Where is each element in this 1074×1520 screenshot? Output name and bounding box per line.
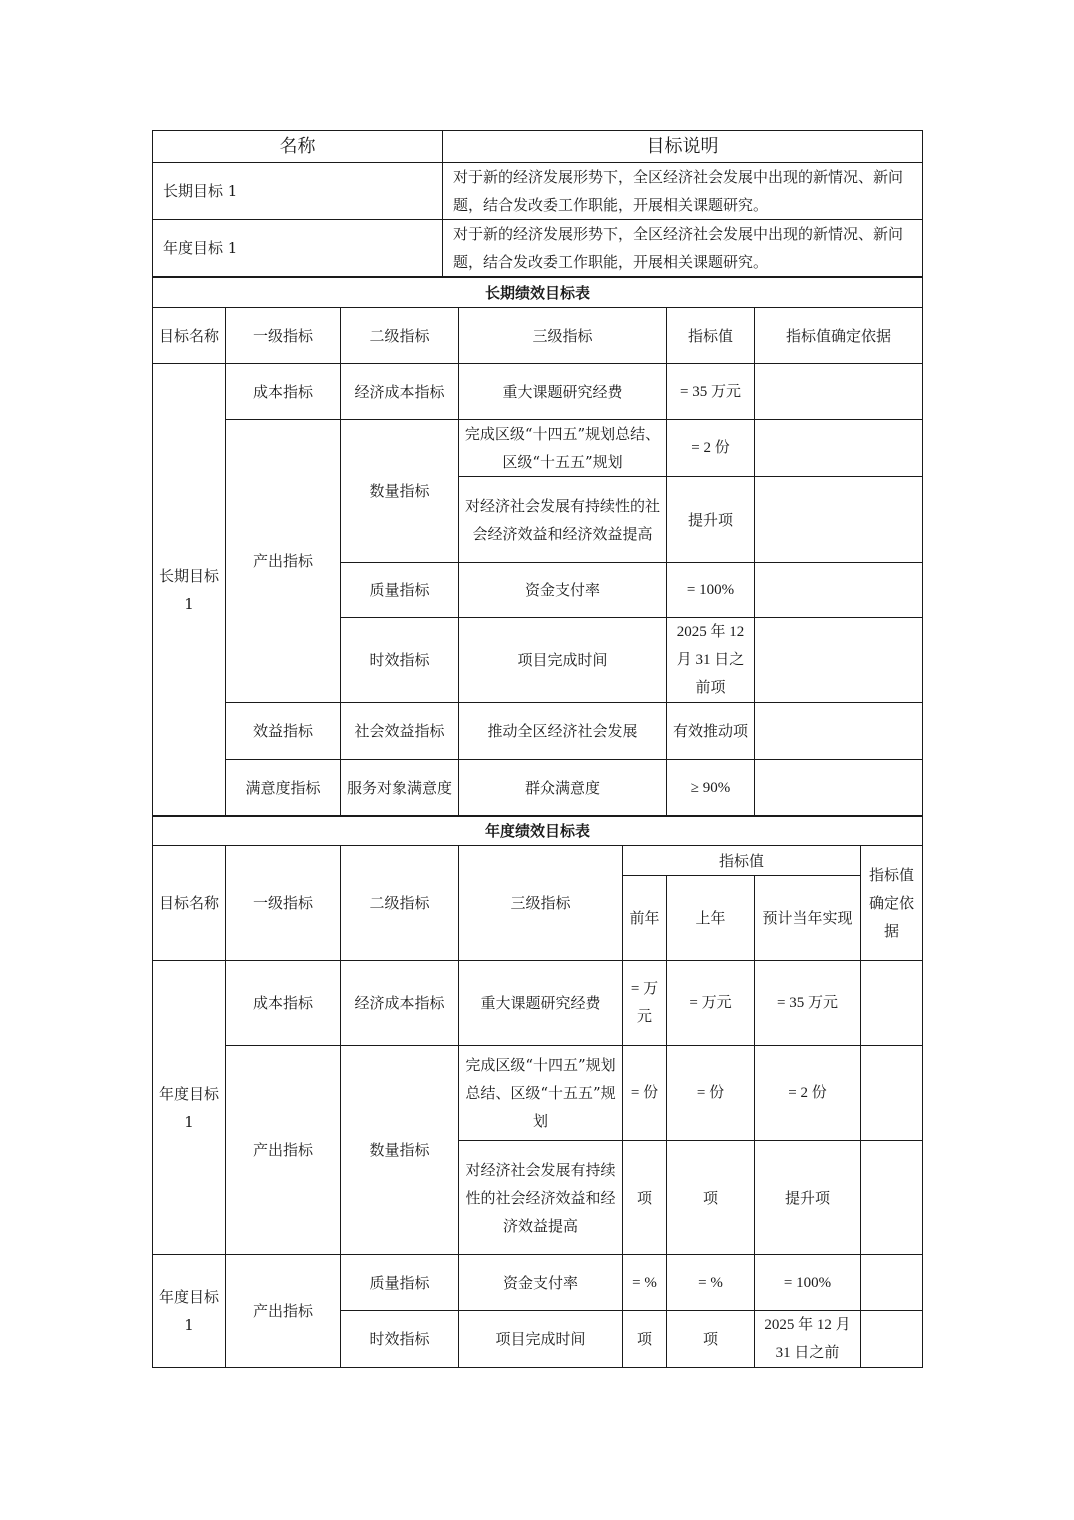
col-last-year: 上年 xyxy=(667,876,755,961)
annual-performance-table xyxy=(152,815,923,1368)
value-cell: 提升项 xyxy=(667,477,755,563)
annual-table-title: 年度绩效目标表 xyxy=(153,816,923,846)
basis-cell xyxy=(861,1141,923,1255)
last-cell: 项 xyxy=(667,1141,755,1255)
prev-cell: 项 xyxy=(623,1141,667,1255)
level2-cell: 经济成本指标 xyxy=(341,364,459,420)
expected-cell: 2025 年 12 月 31 日之前 xyxy=(755,1311,861,1368)
col-value: 指标值 xyxy=(667,308,755,364)
col-expected: 预计当年实现 xyxy=(755,876,861,961)
prev-cell: 项 xyxy=(623,1311,667,1368)
level3-cell: 重大课题研究经费 xyxy=(459,961,623,1046)
level3-cell: 资金支付率 xyxy=(459,563,667,618)
level3-cell: 对经济社会发展有持续性的社会经济效益和经济效益提高 xyxy=(459,1141,623,1255)
level3-cell: 群众满意度 xyxy=(459,760,667,817)
level1-cell: 效益指标 xyxy=(226,703,341,760)
basis-cell xyxy=(755,364,923,420)
level3-cell: 对经济社会发展有持续性的社会经济效益和经济效益提高 xyxy=(459,477,667,563)
header-name: 名称 xyxy=(153,131,443,163)
value-cell: = 35 万元 xyxy=(667,364,755,420)
level2-cell: 时效指标 xyxy=(341,618,459,703)
level1-cell: 满意度指标 xyxy=(226,760,341,817)
level3-cell: 资金支付率 xyxy=(459,1255,623,1311)
col-level1: 一级指标 xyxy=(226,308,341,364)
long-term-goal-name: 长期目标 1 xyxy=(153,163,443,220)
level2-cell: 时效指标 xyxy=(341,1311,459,1368)
level1-cell: 产出指标 xyxy=(226,1046,341,1255)
level2-cell: 数量指标 xyxy=(341,1046,459,1255)
col-prev-year: 前年 xyxy=(623,876,667,961)
level1-cell: 成本指标 xyxy=(226,961,341,1046)
annual-goal-cell: 年度目标 1 xyxy=(153,961,226,1255)
level3-cell: 推动全区经济社会发展 xyxy=(459,703,667,760)
level2-cell: 社会效益指标 xyxy=(341,703,459,760)
expected-cell: = 35 万元 xyxy=(755,961,861,1046)
long-term-performance-table xyxy=(152,277,923,817)
col-level1: 一级指标 xyxy=(226,846,341,961)
level3-cell: 完成区级“十四五”规划总结、区级“十五五”规划 xyxy=(459,1046,623,1141)
long-term-goal-cell: 长期目标 1 xyxy=(153,364,226,817)
col-level3: 三级指标 xyxy=(459,308,667,364)
header-description: 目标说明 xyxy=(443,131,923,163)
expected-cell: 提升项 xyxy=(755,1141,861,1255)
basis-cell xyxy=(861,1311,923,1368)
long-term-goal-desc: 对于新的经济发展形势下，全区经济社会发展中出现的新情况、新问题，结合发改委工作职能，开展相关课题研究。 xyxy=(443,163,923,220)
col-goal-name: 目标名称 xyxy=(153,308,226,364)
value-cell: ≥ 90% xyxy=(667,760,755,817)
col-level2: 二级指标 xyxy=(341,846,459,961)
col-basis: 指标值确定依据 xyxy=(861,846,923,961)
value-cell: = 2 份 xyxy=(667,420,755,477)
col-level3: 三级指标 xyxy=(459,846,623,961)
basis-cell xyxy=(755,760,923,817)
value-cell: 2025 年 12 月 31 日之前项 xyxy=(667,618,755,703)
level3-cell: 完成区级“十四五”规划总结、区级“十五五”规划 xyxy=(459,420,667,477)
prev-cell: = % xyxy=(623,1255,667,1311)
basis-cell xyxy=(755,563,923,618)
last-cell: = % xyxy=(667,1255,755,1311)
col-goal-name: 目标名称 xyxy=(153,846,226,961)
col-level2: 二级指标 xyxy=(341,308,459,364)
level2-cell: 服务对象满意度 xyxy=(341,760,459,817)
basis-cell xyxy=(861,1046,923,1141)
basis-cell xyxy=(861,961,923,1046)
basis-cell xyxy=(755,618,923,703)
level3-cell: 项目完成时间 xyxy=(459,618,667,703)
annual-goal-desc: 对于新的经济发展形势下，全区经济社会发展中出现的新情况、新问题，结合发改委工作职能，开展相关课题研究。 xyxy=(443,220,923,277)
basis-cell xyxy=(755,420,923,477)
col-value-group: 指标值 xyxy=(623,846,861,876)
prev-cell: = 万元 xyxy=(623,961,667,1046)
last-cell: = 万元 xyxy=(667,961,755,1046)
basis-cell xyxy=(861,1255,923,1311)
basis-cell xyxy=(755,703,923,760)
col-basis: 指标值确定依据 xyxy=(755,308,923,364)
long-term-table-title: 长期绩效目标表 xyxy=(153,278,923,308)
level1-cell: 产出指标 xyxy=(226,1255,341,1368)
annual-goal-cell: 年度目标 1 xyxy=(153,1255,226,1368)
level3-cell: 项目完成时间 xyxy=(459,1311,623,1368)
expected-cell: = 100% xyxy=(755,1255,861,1311)
goal-summary-table xyxy=(152,130,923,277)
level1-cell: 成本指标 xyxy=(226,364,341,420)
last-cell: = 份 xyxy=(667,1046,755,1141)
last-cell: 项 xyxy=(667,1311,755,1368)
level1-cell: 产出指标 xyxy=(226,420,341,703)
level2-cell: 质量指标 xyxy=(341,563,459,618)
value-cell: = 100% xyxy=(667,563,755,618)
level2-cell: 质量指标 xyxy=(341,1255,459,1311)
level3-cell: 重大课题研究经费 xyxy=(459,364,667,420)
annual-goal-name: 年度目标 1 xyxy=(153,220,443,277)
basis-cell xyxy=(755,477,923,563)
prev-cell: = 份 xyxy=(623,1046,667,1141)
expected-cell: = 2 份 xyxy=(755,1046,861,1141)
level2-cell: 数量指标 xyxy=(341,420,459,563)
level2-cell: 经济成本指标 xyxy=(341,961,459,1046)
value-cell: 有效推动项 xyxy=(667,703,755,760)
